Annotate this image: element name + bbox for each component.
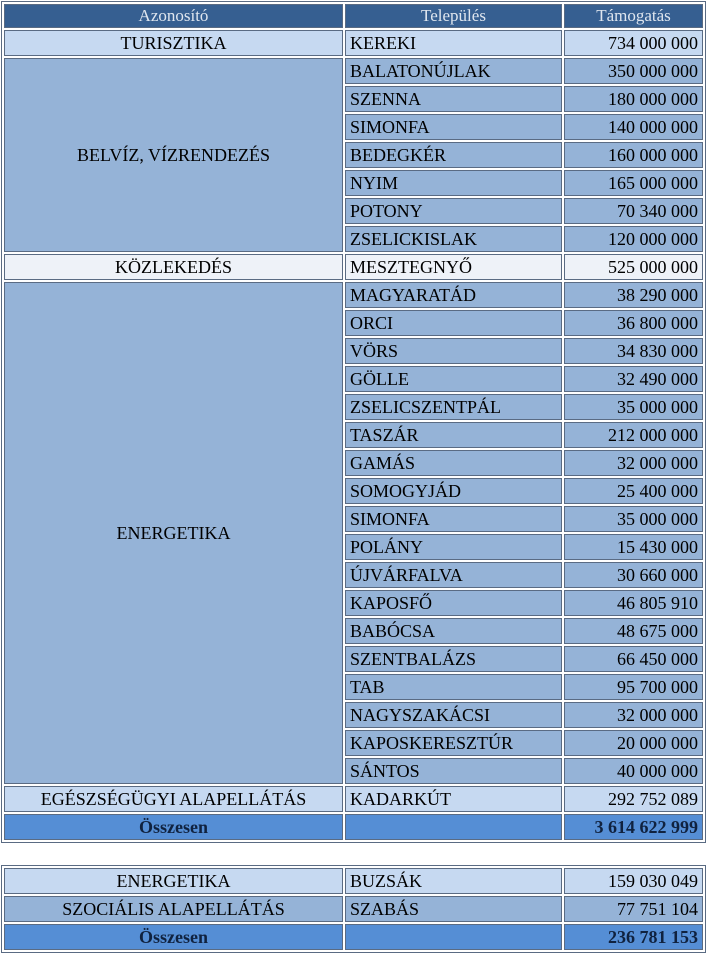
amount-cell: 36 800 000 xyxy=(564,310,703,336)
town-cell: ZSELICKISLAK xyxy=(345,226,562,252)
support-table-2 xyxy=(1,865,706,953)
amount-cell: 25 400 000 xyxy=(564,478,703,504)
town-cell: VÖRS xyxy=(345,338,562,364)
category-cell: SZOCIÁLIS ALAPELLÁTÁS xyxy=(4,896,343,922)
town-cell: NYIM xyxy=(345,170,562,196)
total-value-2: 236 781 153 xyxy=(564,924,703,950)
amount-cell: 20 000 000 xyxy=(564,730,703,756)
total-label: Összesen xyxy=(4,814,343,840)
town-cell: POTONY xyxy=(345,198,562,224)
town-cell: KEREKI xyxy=(345,30,562,56)
town-cell: SZENTBALÁZS xyxy=(345,646,562,672)
town-cell: TASZÁR xyxy=(345,422,562,448)
support-table xyxy=(1,1,706,843)
town-cell: NAGYSZAKÁCSI xyxy=(345,702,562,728)
amount-cell: 35 000 000 xyxy=(564,394,703,420)
header-tamogatas: Támogatás xyxy=(564,4,703,28)
table-row xyxy=(4,868,703,894)
town-cell: TAB xyxy=(345,674,562,700)
amount-cell: 95 700 000 xyxy=(564,674,703,700)
town-cell: MESZTEGNYŐ xyxy=(345,254,562,280)
town-cell: SIMONFA xyxy=(345,114,562,140)
table-row xyxy=(4,282,703,308)
town-cell: GAMÁS xyxy=(345,450,562,476)
town-cell: POLÁNY xyxy=(345,534,562,560)
header-row xyxy=(4,4,703,28)
amount-cell: 30 660 000 xyxy=(564,562,703,588)
total-row-2 xyxy=(4,924,703,950)
total-empty-cell xyxy=(345,814,562,840)
town-cell: SOMOGYJÁD xyxy=(345,478,562,504)
town-cell: BABÓCSA xyxy=(345,618,562,644)
amount-cell: 292 752 089 xyxy=(564,786,703,812)
amount-cell: 66 450 000 xyxy=(564,646,703,672)
town-cell: ORCI xyxy=(345,310,562,336)
amount-cell: 350 000 000 xyxy=(564,58,703,84)
category-cell: EGÉSZSÉGÜGYI ALAPELLÁTÁS xyxy=(4,786,343,812)
amount-cell: 165 000 000 xyxy=(564,170,703,196)
amount-cell: 734 000 000 xyxy=(564,30,703,56)
total-empty-cell-2 xyxy=(345,924,562,950)
amount-cell: 48 675 000 xyxy=(564,618,703,644)
amount-cell: 15 430 000 xyxy=(564,534,703,560)
town-cell: KAPOSKERESZTÚR xyxy=(345,730,562,756)
amount-cell: 34 830 000 xyxy=(564,338,703,364)
town-cell: KAPOSFŐ xyxy=(345,590,562,616)
support-table-body xyxy=(4,30,703,812)
amount-cell: 212 000 000 xyxy=(564,422,703,448)
town-cell: SZABÁS xyxy=(345,896,562,922)
amount-cell: 120 000 000 xyxy=(564,226,703,252)
header-azonosito: Azonosító xyxy=(4,4,343,28)
town-cell: BEDEGKÉR xyxy=(345,142,562,168)
amount-cell: 180 000 000 xyxy=(564,86,703,112)
table-row xyxy=(4,30,703,56)
amount-cell: 77 751 104 xyxy=(564,896,703,922)
amount-cell: 140 000 000 xyxy=(564,114,703,140)
town-cell: SZENNA xyxy=(345,86,562,112)
amount-cell: 35 000 000 xyxy=(564,506,703,532)
town-cell: SIMONFA xyxy=(345,506,562,532)
amount-cell: 40 000 000 xyxy=(564,758,703,784)
total-row xyxy=(4,814,703,840)
category-cell: TURISZTIKA xyxy=(4,30,343,56)
table-row xyxy=(4,58,703,84)
amount-cell: 46 805 910 xyxy=(564,590,703,616)
amount-cell: 32 490 000 xyxy=(564,366,703,392)
town-cell: BUZSÁK xyxy=(345,868,562,894)
support-table-2-body xyxy=(4,868,703,922)
town-cell: BALATONÚJLAK xyxy=(345,58,562,84)
amount-cell: 525 000 000 xyxy=(564,254,703,280)
town-cell: ÚJVÁRFALVA xyxy=(345,562,562,588)
category-cell: ENERGETIKA xyxy=(4,868,343,894)
category-cell: ENERGETIKA xyxy=(4,282,343,784)
amount-cell: 32 000 000 xyxy=(564,450,703,476)
category-cell: KÖZLEKEDÉS xyxy=(4,254,343,280)
amount-cell: 32 000 000 xyxy=(564,702,703,728)
amount-cell: 160 000 000 xyxy=(564,142,703,168)
total-value: 3 614 622 999 xyxy=(564,814,703,840)
town-cell: ZSELICSZENTPÁL xyxy=(345,394,562,420)
town-cell: SÁNTOS xyxy=(345,758,562,784)
town-cell: GÖLLE xyxy=(345,366,562,392)
town-cell: MAGYARATÁD xyxy=(345,282,562,308)
table-row xyxy=(4,896,703,922)
table-row xyxy=(4,254,703,280)
amount-cell: 38 290 000 xyxy=(564,282,703,308)
amount-cell: 159 030 049 xyxy=(564,868,703,894)
table-row xyxy=(4,786,703,812)
header-telepules: Település xyxy=(345,4,562,28)
town-cell: KADARKÚT xyxy=(345,786,562,812)
category-cell: BELVÍZ, VÍZRENDEZÉS xyxy=(4,58,343,252)
total-label-2: Összesen xyxy=(4,924,343,950)
amount-cell: 70 340 000 xyxy=(564,198,703,224)
